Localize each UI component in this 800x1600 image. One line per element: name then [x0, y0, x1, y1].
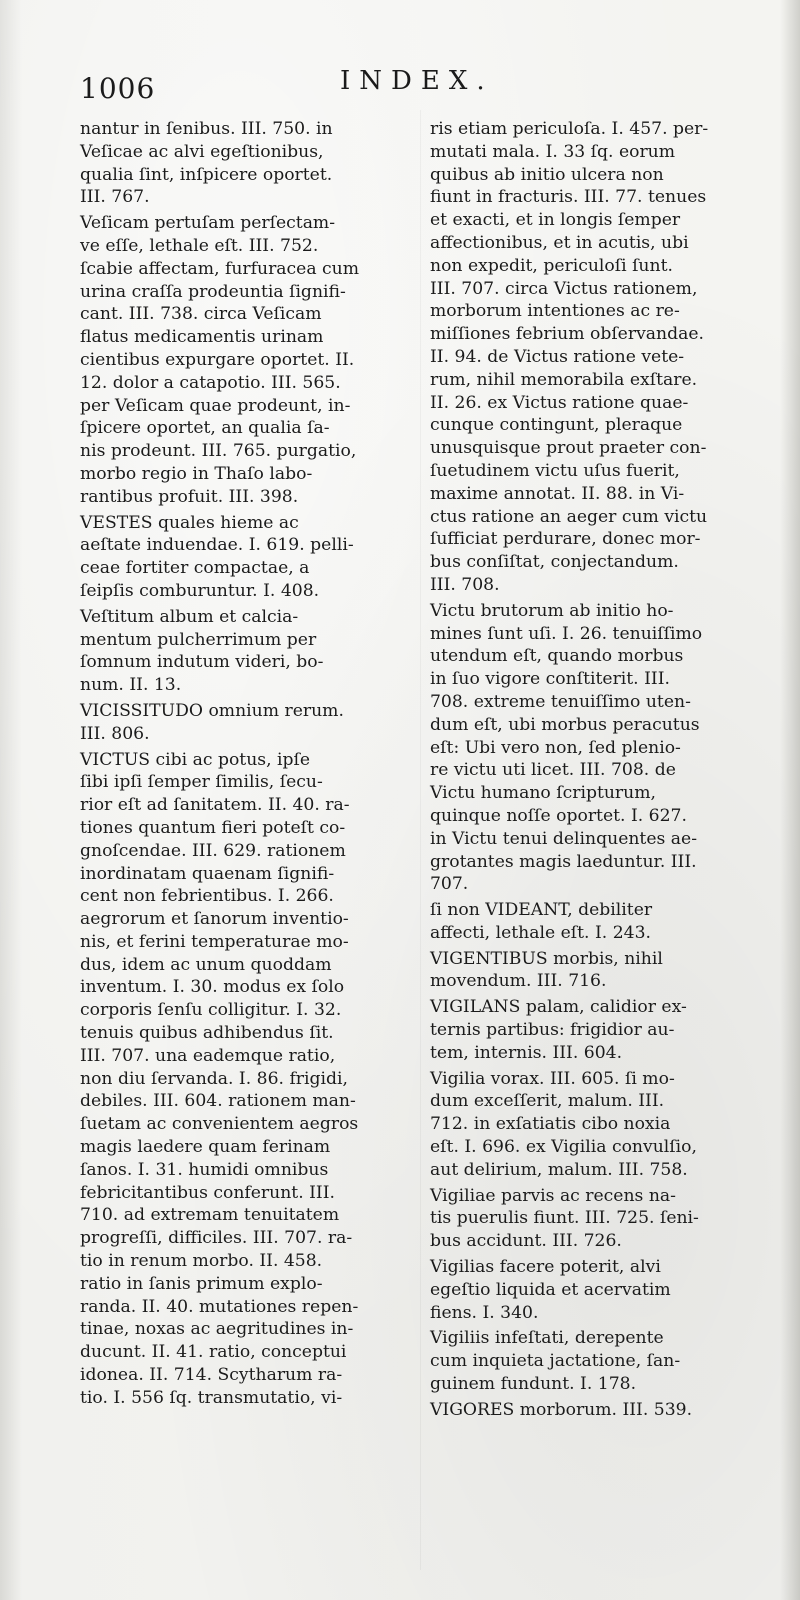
left-column [80, 118, 412, 1410]
text-line: ris etiam periculoſa. I. 457. per- [430, 119, 709, 139]
text-line: tio in renum morbo. II. 458. [80, 1251, 323, 1272]
text-line: ſeipſis comburuntur. I. 408. [80, 580, 320, 601]
text-line: ſcabie affectam, furfuracea cum [80, 258, 360, 279]
text-line: ceae fortiter compactae, a [80, 558, 310, 579]
text-line: quibus ab initio ulcera non [430, 164, 664, 185]
text-line: Vigilias facere poterit, alvi [430, 1257, 661, 1278]
text-line: III. 707. una eademque ratio, [80, 1045, 336, 1066]
text-line: progreſſi, difficiles. III. 707. ra- [80, 1228, 353, 1249]
text-line: II. 26. ex Victus ratione quae- [430, 392, 689, 413]
text-line: idonea. II. 714. Scytharum ra- [80, 1365, 343, 1386]
text-line: num. II. 13. [80, 675, 182, 696]
text-line: cum inquieta jactatione, ſan- [430, 1351, 681, 1372]
text-line: VIGENTIBUS morbis, nihil [430, 948, 663, 969]
text-line: aut delirium, malum. III. 758. [430, 1159, 688, 1180]
text-line: eſt: Ubi vero non, ſed plenio- [430, 737, 681, 758]
text-line: maxime annotat. II. 88. in Vi- [430, 483, 685, 504]
text-line: nantur in ſenibus. III. 750. in [80, 119, 333, 139]
text-line: 708. extreme tenuiſſimo uten- [430, 691, 691, 712]
text-line: VIGILANS palam, calidior ex- [430, 997, 687, 1018]
text-line: affectionibus, et in acutis, ubi [430, 232, 689, 253]
text-line: non expedit, periculoſi ſunt. [430, 255, 673, 276]
text-line: grotantes magis laeduntur. III. [430, 851, 697, 872]
text-line: Veſicam pertuſam perſectam- [80, 213, 336, 234]
text-line: cant. III. 738. circa Veſicam [80, 304, 322, 325]
text-line: miſſiones febrium obſervandae. [430, 324, 704, 345]
text-line: in Victu tenui delinquentes ae- [430, 828, 698, 849]
text-line: nis, et ferini temperaturae mo- [80, 931, 349, 952]
text-line: cent non febrientibus. I. 266. [80, 886, 334, 907]
text-line: non diu ſervanda. I. 86. frigidi, [80, 1068, 348, 1089]
text-line: III. 806. [80, 723, 150, 744]
text-line: affecti, lethale eſt. I. 243. [430, 922, 651, 943]
text-line: VIGORES morborum. III. 539. [430, 1399, 693, 1420]
text-line: tiones quantum fieri poteſt co- [80, 817, 346, 838]
text-line: Victu humano ſcripturum, [430, 783, 656, 804]
text-line: rum, nihil memorabila exſtare. [430, 369, 698, 390]
text-line: Vigilia vorax. III. 605. ſi mo- [430, 1068, 675, 1089]
text-line: dum exceſſerit, malum. III. [430, 1091, 665, 1112]
text-line: tio. I. 556 ſq. transmutatio, vi- [80, 1387, 343, 1408]
text-line: gnoſcendae. III. 629. rationem [80, 840, 346, 861]
text-line: morbo regio in Thaſo labo- [80, 463, 313, 484]
text-line: debiles. III. 604. rationem man- [80, 1091, 356, 1112]
text-line: mentum pulcherrimum per [80, 629, 317, 650]
text-line: ſufficiat perdurare, donec mor- [430, 529, 701, 550]
text-line: mutati mala. I. 33 ſq. eorum [430, 141, 676, 162]
text-line: febricitantibus conferunt. III. [80, 1182, 335, 1203]
text-line: ſanos. I. 31. humidi omnibus [80, 1159, 329, 1180]
text-line: quinque noſſe oportet. I. 627. [430, 805, 687, 826]
text-line: nis prodeunt. III. 765. purgatio, [80, 441, 357, 462]
text-line: eſt. I. 696. ex Vigilia convulſio, [430, 1137, 697, 1158]
text-line: cientibus expurgare oportet. II. [80, 349, 355, 370]
text-line: Veſtitum album et calcia- [80, 606, 299, 627]
text-line: rior eſt ad ſanitatem. II. 40. ra- [80, 795, 350, 816]
text-line: 12. dolor a catapotio. III. 565. [80, 372, 341, 393]
text-line: aegrorum et ſanorum inventio- [80, 909, 349, 930]
text-line: fiunt in fracturis. III. 77. tenues [430, 187, 707, 208]
text-line: ſi non VIDEANT, debiliter [430, 900, 653, 921]
text-line: ſomnum indutum videri, bo- [80, 652, 324, 673]
text-line: VESTES quales hieme ac [80, 512, 299, 533]
text-line: ducunt. II. 41. ratio, conceptui [80, 1342, 347, 1363]
text-line: utendum eſt, quando morbus [430, 646, 684, 667]
text-line: fiens. I. 340. [430, 1302, 539, 1323]
text-line: aeſtate induendae. I. 619. pelli- [80, 535, 354, 556]
text-line: VICTUS cibi ac potus, ipſe [80, 749, 311, 770]
text-line: ternis partibus: frigidior au- [430, 1020, 675, 1041]
text-line: tinae, noxas ac aegritudines in- [80, 1319, 354, 1340]
text-line: 707. [430, 874, 469, 895]
text-line: ctus ratione an aeger cum victu [430, 506, 708, 527]
text-line: qualia ſint, inſpicere oportet. [80, 164, 333, 185]
text-line: bus accidunt. III. 726. [430, 1231, 622, 1252]
text-line: randa. II. 40. mutationes repen- [80, 1296, 359, 1317]
text-line: inventum. I. 30. modus ex ſolo [80, 977, 345, 998]
text-line: 710. ad extremam tenuitatem [80, 1205, 340, 1226]
running-head: INDEX. [340, 66, 494, 96]
text-line: corporis ſenſu colligitur. I. 32. [80, 1000, 342, 1021]
text-line: re victu uti licet. III. 708. de [430, 760, 676, 781]
text-line: flatus medicamentis urinam [80, 327, 324, 348]
text-line: movendum. III. 716. [430, 971, 607, 992]
text-line: inordinatam quaenam ſignifi- [80, 863, 335, 884]
text-line: VICISSITUDO omnium rerum. [80, 700, 344, 721]
text-line: rantibus profuit. III. 398. [80, 486, 299, 507]
gutter-shadow [420, 110, 421, 1570]
text-line: III. 707. circa Victus rationem, [430, 278, 698, 299]
text-line: Vigiliis infeſtati, derepente [430, 1328, 664, 1349]
page-number: 1006 [80, 72, 156, 105]
text-line: ve eſſe, lethale eſt. III. 752. [80, 235, 319, 256]
text-line: Victu brutorum ab initio ho- [430, 600, 674, 621]
text-line: magis laedere quam ferinam [80, 1137, 331, 1158]
text-line: ſuetam ac convenientem aegros [80, 1114, 359, 1135]
text-line: ſibi ipſi ſemper ſimilis, ſecu- [80, 772, 323, 793]
text-line: 712. in exſatiatis cibo noxia [430, 1114, 671, 1135]
text-line: II. 94. de Victus ratione vete- [430, 346, 685, 367]
text-line: tem, internis. III. 604. [430, 1042, 623, 1063]
text-line: III. 708. [430, 574, 500, 595]
text-line: ſuetudinem victu uſus fuerit, [430, 460, 680, 481]
text-line: Veſicae ac alvi egeſtionibus, [80, 141, 324, 162]
text-line: unusquisque prout praeter con- [430, 438, 707, 459]
text-line: per Veſicam quae prodeunt, in- [80, 395, 351, 416]
text-line: et exacti, et in longis ſemper [430, 210, 681, 231]
text-line: morborum intentiones ac re- [430, 301, 680, 322]
text-line: egeſtio liquida et acervatim [430, 1279, 671, 1300]
text-line: mines ſunt uſi. I. 26. tenuiſſimo [430, 623, 703, 644]
text-line: dum eſt, ubi morbus peracutus [430, 714, 700, 735]
text-line: in ſuo vigore conſtiterit. III. [430, 669, 670, 690]
text-line: guinem fundunt. I. 178. [430, 1374, 637, 1395]
text-line: III. 767. [80, 187, 150, 208]
text-line: ſpicere oportet, an qualia ſa- [80, 418, 330, 439]
text-line: cunque contingunt, pleraque [430, 415, 683, 436]
text-line: tis puerulis fiunt. III. 725. ſeni- [430, 1208, 699, 1229]
text-line: ratio in ſanis primum explo- [80, 1273, 323, 1294]
text-line: tenuis quibus adhibendus ſit. [80, 1023, 334, 1044]
text-line: urina craſſa prodeuntia ſignifi- [80, 281, 346, 302]
text-line: Vigiliae parvis ac recens na- [430, 1185, 676, 1206]
text-line: bus conſiſtat, conjectandum. [430, 552, 679, 573]
text-line: dus, idem ac unum quoddam [80, 954, 332, 975]
right-column [430, 118, 775, 1422]
